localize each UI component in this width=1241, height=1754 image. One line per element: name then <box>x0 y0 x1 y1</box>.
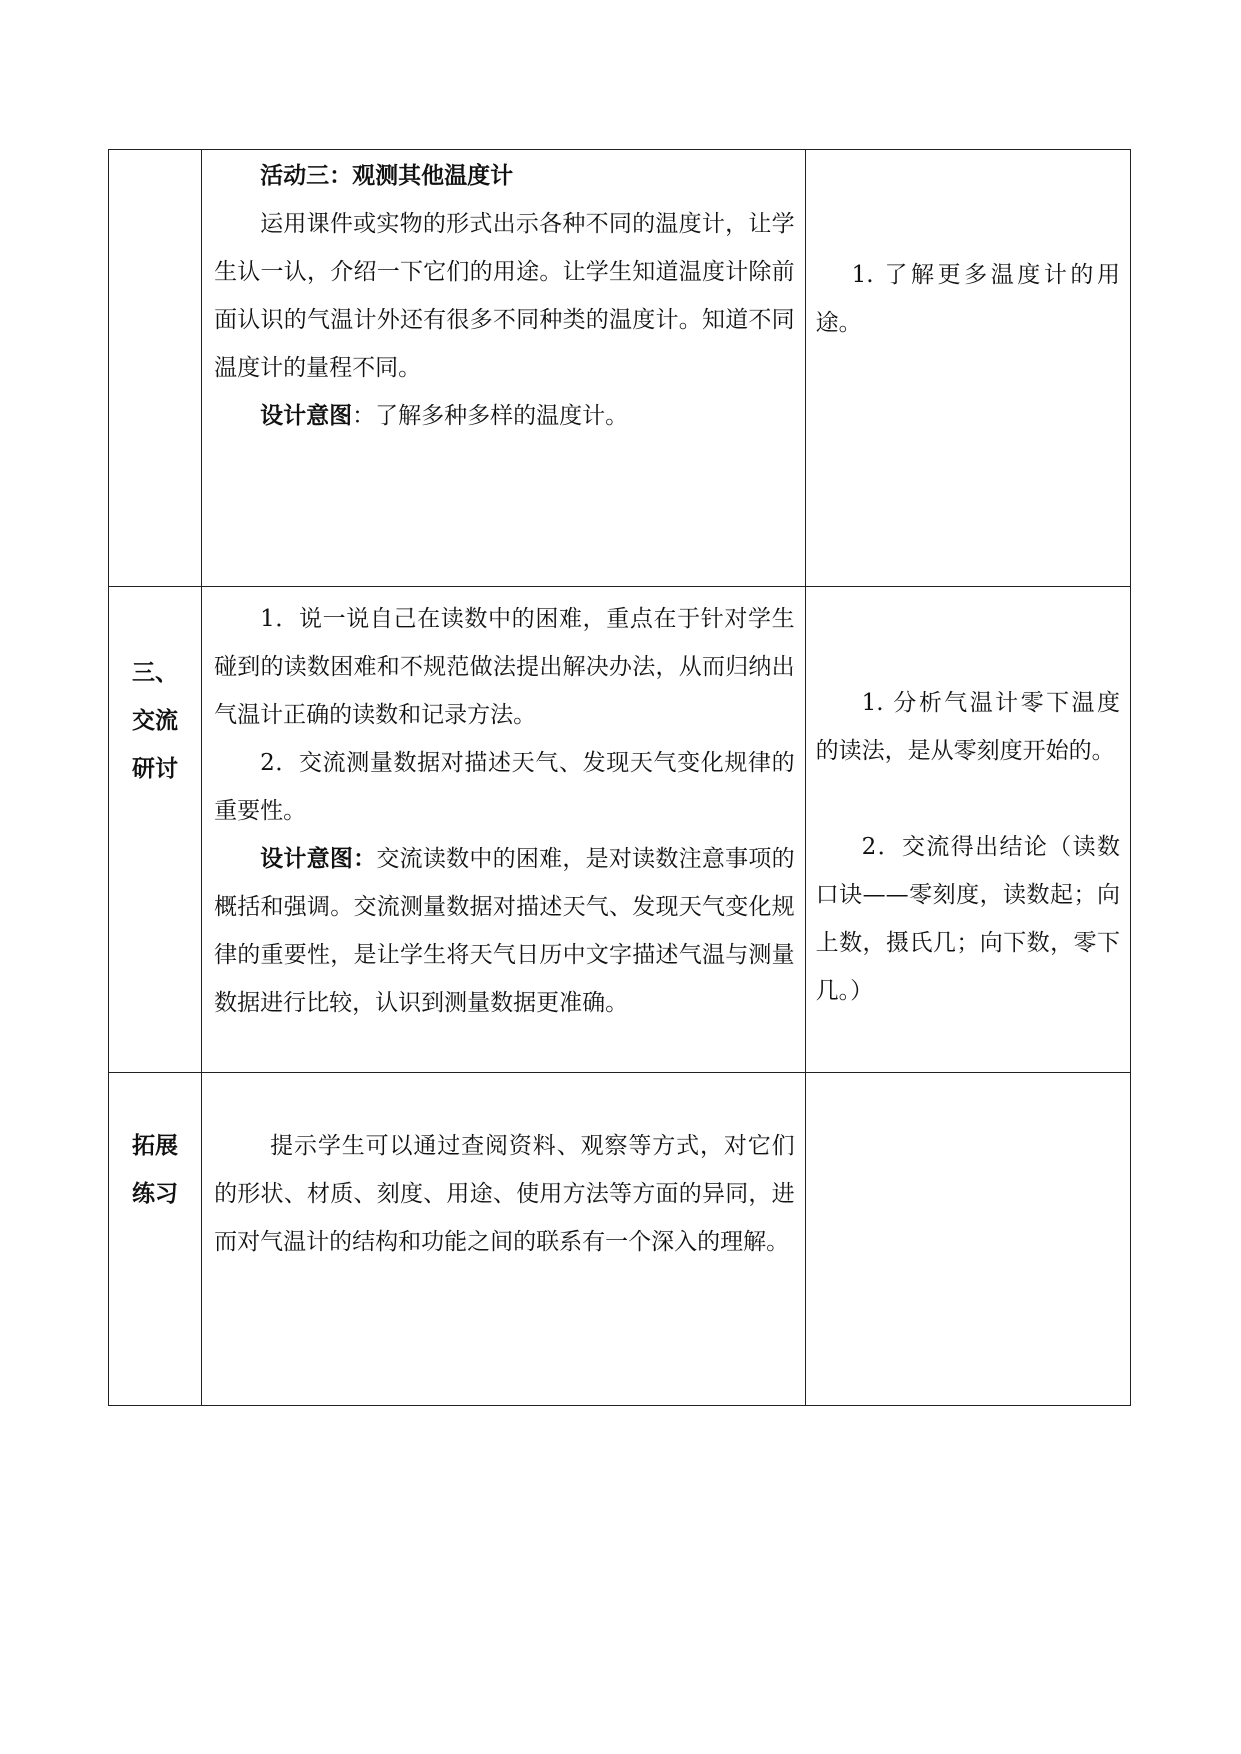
design-intent <box>214 835 795 1027</box>
section-label-line: 交流 <box>132 707 179 734</box>
design-intent-text: 交流读数中的困难，是对读数注意事项的概括和强调。交流测量数据对描述天气、发现天气变化规律的重要性，是让学生将天气日历中文字描述气温与测量数据进行比较，认识到测量数据更准确。 <box>214 846 795 1016</box>
activity-heading: 活动三：观测其他温度计 <box>260 162 514 189</box>
design-intent-label: 设计意图 <box>260 402 353 429</box>
spacer <box>816 775 1120 823</box>
discussion-item: 1．说一说自己在读数中的困难，重点在于针对学生碰到的读数困难和不规范做法提出解决办法，从而归纳出气温计正确的读数和记录方法。 <box>214 606 795 728</box>
design-intent-label: 设计意图： <box>260 845 377 872</box>
goal-item: 1. 分析气温计零下温度的读法，是从零刻度开始的。 <box>815 690 1120 764</box>
section-label-cell <box>109 587 202 1073</box>
section-label-line: 练习 <box>132 1180 179 1207</box>
table-row <box>109 587 1131 1073</box>
section-label-line: 研讨 <box>132 755 179 782</box>
extension-content-cell <box>202 1073 806 1406</box>
goal-item: 1. 了解更多温度计的用途。 <box>815 262 1120 336</box>
section-label-cell <box>109 150 202 587</box>
section-label-line: 拓展 <box>132 1132 179 1159</box>
discussion-content-cell <box>202 587 806 1073</box>
goal-item: 2．交流得出结论（读数口诀——零刻度，读数起；向上数，摄氏几；向下数，零下几。） <box>815 834 1120 1004</box>
section-label-line: 三、 <box>132 659 179 686</box>
design-intent-text: ：了解多种多样的温度计。 <box>352 403 629 429</box>
table-row <box>109 150 1131 587</box>
lesson-plan-table <box>108 149 1131 1406</box>
design-intent <box>214 392 795 440</box>
activity-content-cell <box>202 150 806 587</box>
section-label-cell <box>109 1073 202 1406</box>
goal-cell <box>805 150 1130 587</box>
goal-cell <box>805 587 1130 1073</box>
discussion-item: 2．交流测量数据对描述天气、发现天气变化规律的重要性。 <box>214 750 795 824</box>
activity-paragraph: 运用课件或实物的形式出示各种不同的温度计，让学生认一认，介绍一下它们的用途。让学生知道温度计除前面认识的气温计外还有很多不同种类的温度计。知道不同温度计的量程不同。 <box>214 211 795 381</box>
extension-paragraph: 提示学生可以通过查阅资料、观察等方式，对它们的形状、材质、刻度、用途、使用方法等方面的异同，进而对气温计的结构和功能之间的联系有一个深入的理解。 <box>214 1133 795 1255</box>
goal-cell <box>805 1073 1130 1406</box>
table-row <box>109 1073 1131 1406</box>
